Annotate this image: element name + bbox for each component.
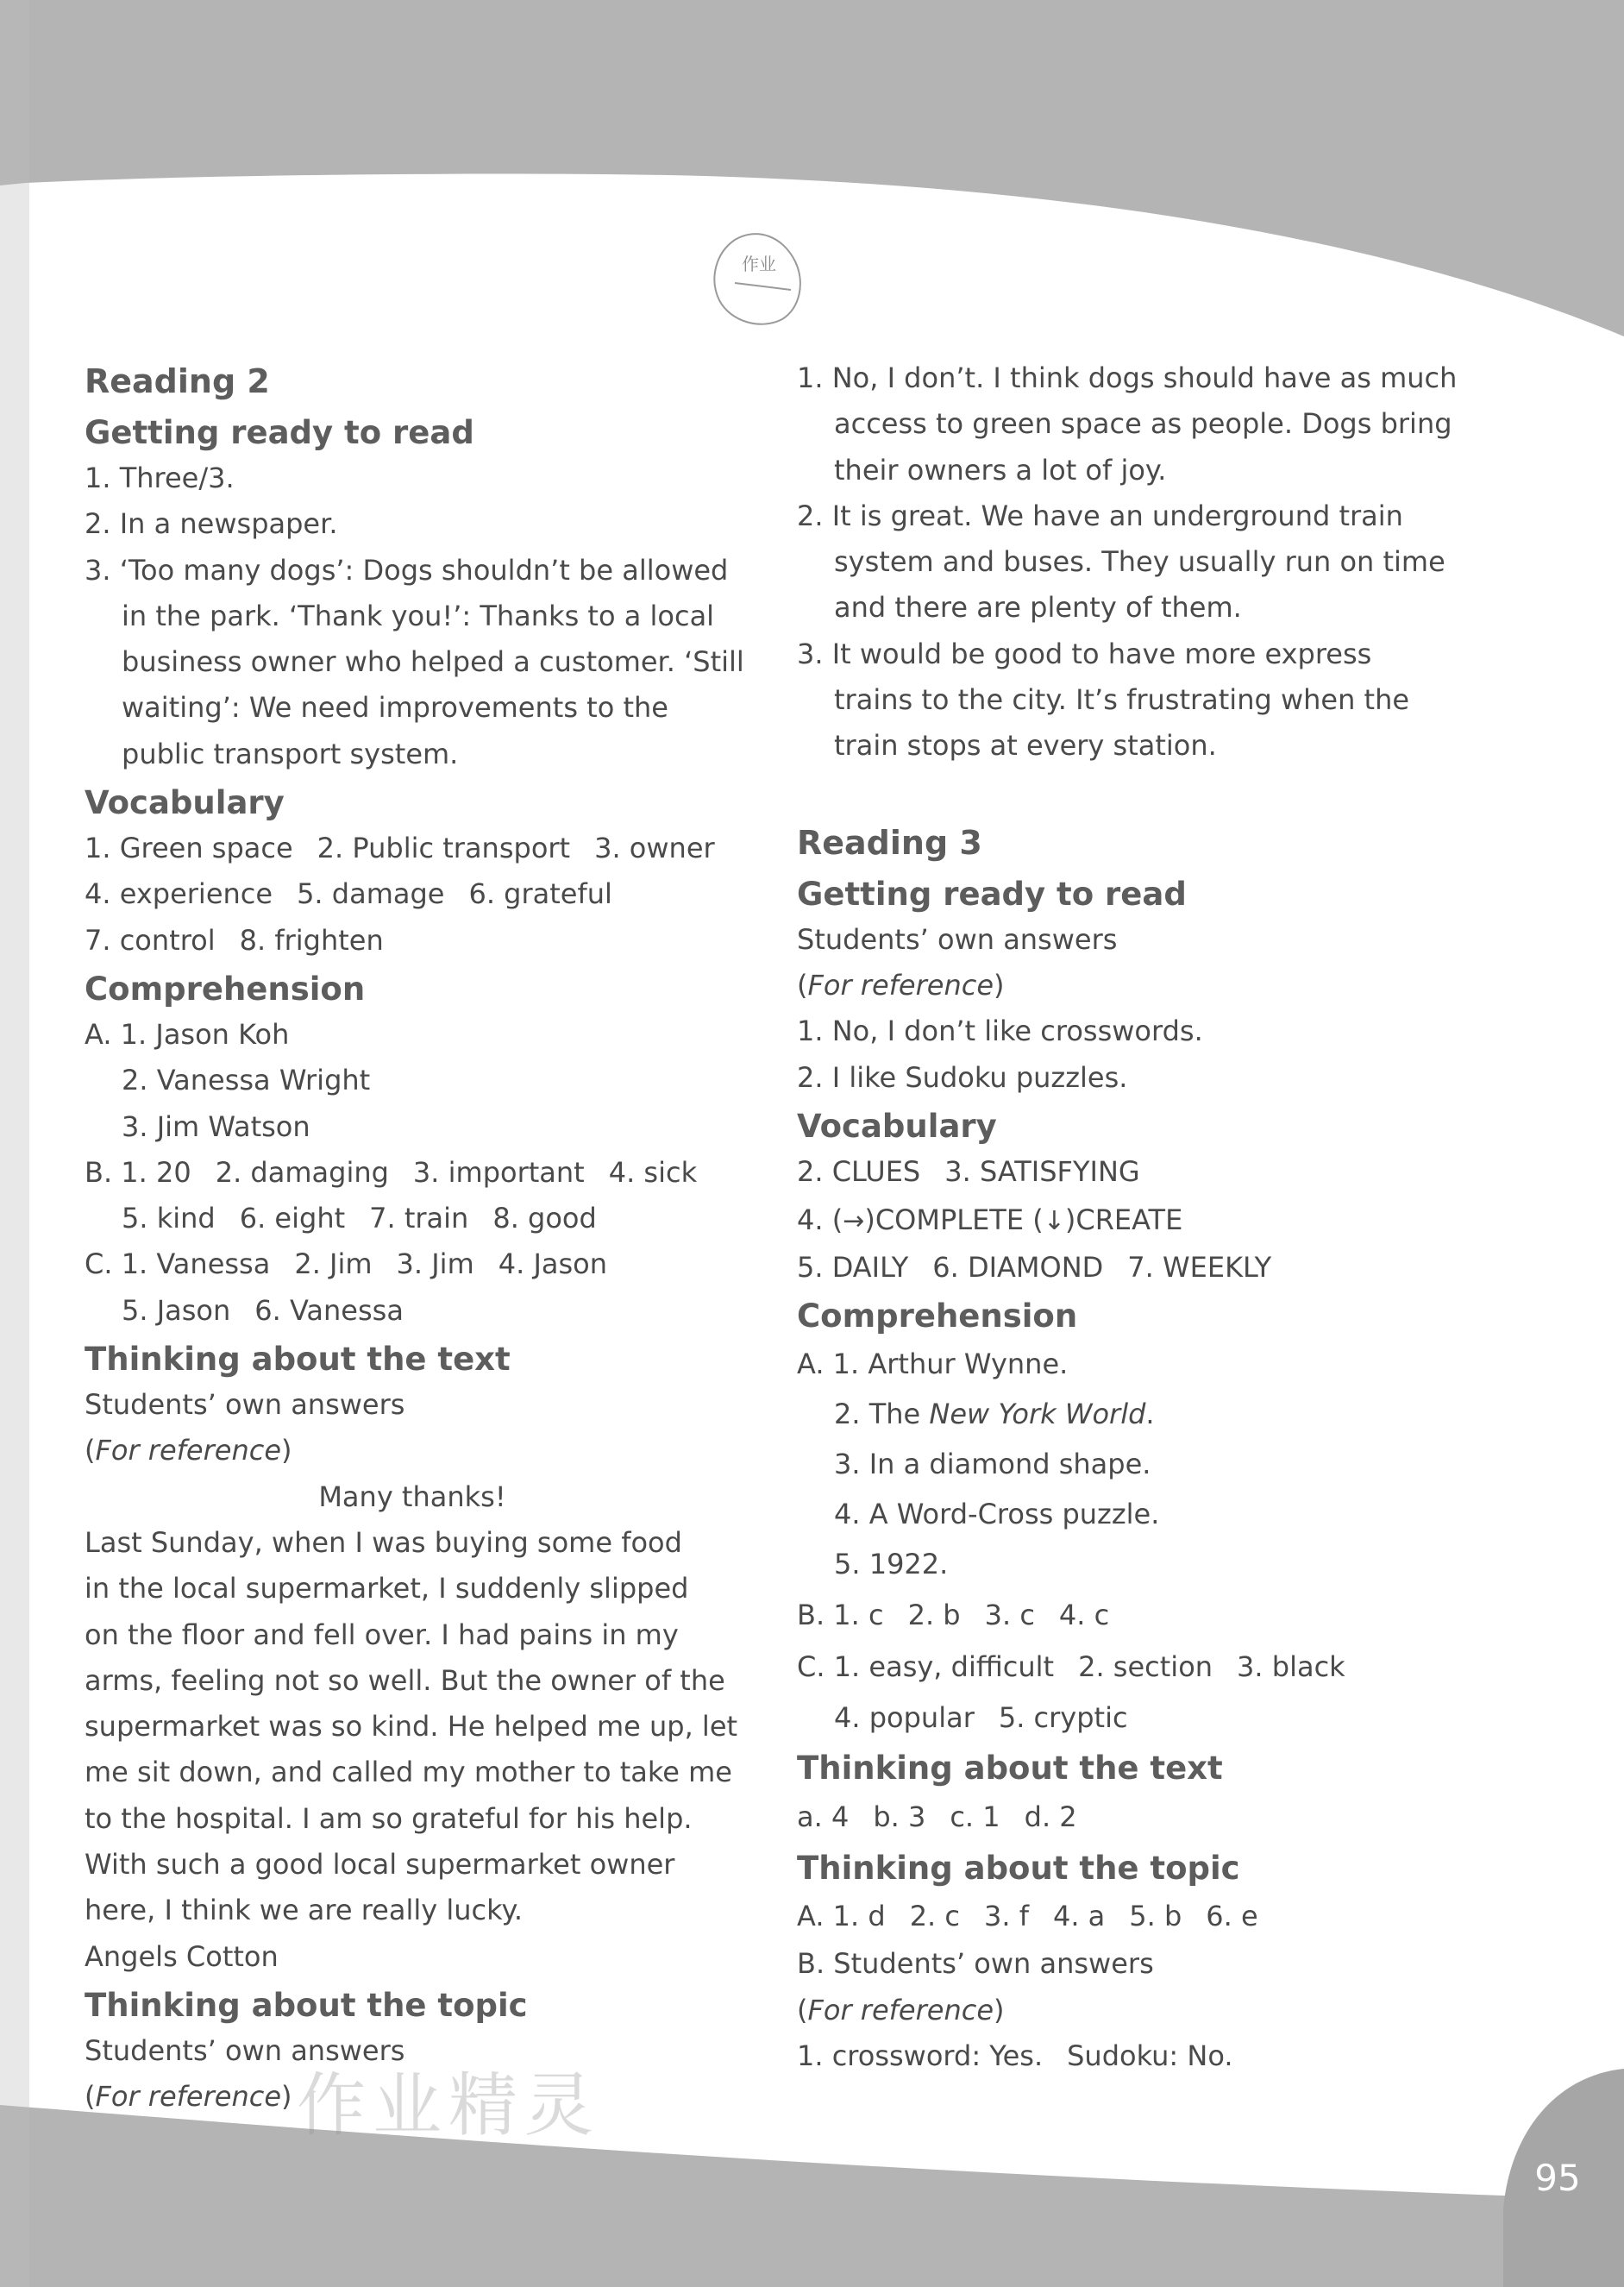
getting-ready-heading: Getting ready to read (85, 414, 474, 451)
vocabulary-heading: Vocabulary (85, 784, 285, 822)
answer-item: 7. control (85, 923, 216, 957)
for-reference-line: (For reference) (797, 968, 1005, 1002)
letter-line: here, I think we are really lucky. (85, 1894, 524, 1927)
for-reference-label: For reference (807, 1993, 994, 2026)
answer-item: 4. c (1058, 1599, 1110, 1632)
answer-item: 8. good (492, 1202, 597, 1235)
letter-line: arms, feeling not so well. But the owner of the (85, 1663, 725, 1697)
answer-item: 4. popular (834, 1701, 975, 1735)
answer-item: )CREATE (1064, 1203, 1183, 1237)
answer-item: 2. damaging (215, 1155, 389, 1189)
answer-line: 1. Three/3. (85, 462, 235, 494)
for-reference-label: For reference (807, 968, 994, 1002)
answer-item: 4. ( (797, 1203, 843, 1237)
own-answers-line: Students’ own answers (797, 922, 1118, 956)
answer-item: A. 1. d (797, 1900, 886, 1933)
watermark-logo (709, 223, 812, 335)
for-reference-label: For reference (95, 2080, 281, 2114)
answer-item: 3. f (983, 1900, 1029, 1933)
answer-item: B. 1. c (797, 1599, 884, 1632)
answer-line (85, 1288, 766, 1334)
answer-item: 2. b (907, 1599, 961, 1632)
answer-item: 6. Vanessa (254, 1293, 404, 1327)
watermark-text: 作业精灵 (297, 2065, 600, 2146)
answer-line (797, 1891, 1504, 1941)
letter-line: on the floor and fell over. I had pains in my (85, 1618, 679, 1651)
answer-line (85, 826, 766, 871)
answer-item: 3. owner (594, 832, 715, 865)
answer-item: 4. a (1052, 1900, 1106, 1933)
answer-item: 5. Jason (122, 1293, 231, 1327)
answer-line: public transport system. (122, 737, 459, 770)
answer-item: a. 4 (797, 1800, 850, 1834)
answer-line (797, 2033, 1504, 2079)
answer-item: 5. DAILY (797, 1251, 909, 1285)
answer-line (797, 1791, 1504, 1843)
answer-line: 3. ‘Too many dogs’: Dogs shouldn’t be allowed (85, 553, 729, 587)
answer-line (797, 1589, 1504, 1641)
answer-line: business owner who helped a customer. ‘Still (122, 645, 744, 679)
answer-line (797, 1641, 1504, 1693)
answer-item: 8. frighten (239, 923, 384, 957)
answer-line (85, 918, 766, 964)
answer-item: 6. e (1206, 1900, 1258, 1933)
answer-line: system and buses. They usually run on time (834, 545, 1445, 579)
answer-item: B. 1. 20 (85, 1155, 191, 1189)
vocabulary-heading: Vocabulary (797, 1107, 997, 1145)
comprehension-heading: Comprehension (85, 970, 366, 1008)
letter-line: me sit down, and called my mother to take me (85, 1756, 732, 1789)
answer-line: A. 1. Arthur Wynne. (797, 1348, 1069, 1381)
answer-line: 2. I like Sudoku puzzles. (797, 1060, 1128, 1094)
answer-line: access to green space as people. Dogs bring (834, 407, 1452, 441)
answer-line (797, 1389, 1504, 1439)
answer-item: 6. grateful (468, 877, 612, 911)
letter-line: Last Sunday, when I was buying some food (85, 1525, 682, 1559)
thinking-text-heading: Thinking about the text (85, 1341, 511, 1379)
answer-line: 2. In a newspaper. (85, 507, 338, 541)
answer-item: 4. sick (608, 1155, 698, 1189)
answer-item: 3. black (1237, 1650, 1345, 1684)
for-reference-line: (For reference) (85, 2080, 292, 2114)
answer-line (797, 1195, 1504, 1245)
answer-line (85, 1196, 766, 1241)
reading3-title: Reading 3 (797, 823, 982, 862)
answer-item: 5. b (1129, 1900, 1182, 1933)
answer-line (85, 871, 766, 917)
letter-line: With such a good local supermarket owner (85, 1848, 675, 1882)
answer-item: b. 3 (873, 1800, 926, 1834)
answer-item: 5. kind (122, 1202, 216, 1235)
getting-ready-heading: Getting ready to read (797, 875, 1187, 913)
answer-item: 2. The (834, 1398, 930, 1431)
answer-item: 4. Jason (498, 1247, 608, 1281)
own-answers-line: Students’ own answers (85, 1388, 405, 1422)
answer-item: c. 1 (950, 1800, 1000, 1834)
answer-item: 2. Jim (294, 1247, 373, 1281)
answer-item: Sudoku: No. (1067, 2039, 1233, 2073)
own-answers-line: Students’ own answers (85, 2033, 405, 2067)
left-column (85, 355, 766, 2121)
answer-item: 5. damage (297, 877, 445, 911)
answer-item: C. 1. Vanessa (85, 1247, 271, 1281)
own-answers-line: B. Students’ own answers (797, 1947, 1154, 1981)
answer-item: 3. Jim (396, 1247, 474, 1281)
reading2-title: Reading 2 (85, 362, 270, 400)
answer-line: 2. It is great. We have an underground train (797, 499, 1403, 532)
letter-title: Many thanks! (318, 1480, 506, 1513)
answer-item: 3. important (412, 1155, 585, 1189)
answer-item: 1. Green space (85, 832, 293, 865)
answer-line: 1. No, I don’t like crosswords. (797, 1015, 1203, 1048)
answer-line: 3. It would be good to have more express (797, 637, 1372, 670)
page-number: 95 (1534, 2157, 1581, 2199)
watermark-logo-text: 作业 (742, 254, 776, 274)
answer-item: 6. DIAMOND (932, 1251, 1104, 1285)
for-reference-line: (For reference) (85, 1434, 292, 1467)
answer-item-italic: New York World (929, 1398, 1146, 1431)
answer-item: )COMPLETE ( (864, 1203, 1044, 1237)
answer-line (797, 1149, 1504, 1195)
answer-line: 2. Vanessa Wright (122, 1064, 371, 1097)
answer-item: 2. CLUES (797, 1154, 921, 1188)
thinking-topic-heading: Thinking about the topic (797, 1850, 1240, 1888)
answer-line (797, 1245, 1504, 1291)
answer-line: trains to the city. It’s frustrating when the (834, 683, 1410, 717)
answer-item: 6. eight (239, 1202, 346, 1235)
answer-line: 3. In a diamond shape. (834, 1448, 1151, 1481)
thinking-text-heading: Thinking about the text (797, 1750, 1223, 1788)
thinking-topic-heading: Thinking about the topic (85, 1986, 528, 2024)
answer-line: 1. No, I don’t. I think dogs should have as much (797, 361, 1458, 394)
answer-item: d. 2 (1024, 1800, 1077, 1834)
answer-line: train stops at every station. (834, 729, 1217, 763)
answer-line: in the park. ‘Thank you!’: Thanks to a local (122, 599, 715, 632)
answer-item: . (1145, 1398, 1155, 1431)
answer-line: waiting’: We need improvements to the (122, 691, 668, 725)
answer-item: 3. c (984, 1599, 1035, 1632)
answer-item: 7. train (369, 1202, 469, 1235)
letter-signature: Angels Cotton (85, 1939, 279, 1973)
answer-item: 2. section (1078, 1650, 1213, 1684)
arrow-down-icon: ↓ (1043, 1206, 1065, 1237)
answer-line: 3. Jim Watson (122, 1109, 310, 1143)
answer-line (797, 1693, 1504, 1743)
answer-item: 2. Public transport (317, 832, 571, 865)
for-reference-line: (For reference) (797, 1993, 1005, 2026)
answer-line: their owners a lot of joy. (834, 453, 1167, 487)
answer-item: 1. crossword: Yes. (797, 2039, 1044, 2073)
letter-line: supermarket was so kind. He helped me up, let (85, 1710, 738, 1744)
comprehension-heading: Comprehension (797, 1297, 1078, 1335)
answer-item: 4. experience (85, 877, 273, 911)
for-reference-label: For reference (95, 1434, 281, 1467)
answer-line: and there are plenty of them. (834, 591, 1242, 625)
arrow-right-icon: → (843, 1206, 865, 1237)
answer-item: C. 1. easy, difficult (797, 1650, 1055, 1684)
answer-line (85, 1150, 766, 1196)
answer-line (85, 1241, 766, 1287)
right-column (797, 355, 1504, 2079)
answer-item: 3. SATISFYING (944, 1154, 1140, 1188)
answer-line: 4. A Word-Cross puzzle. (834, 1498, 1160, 1531)
letter-line: to the hospital. I am so grateful for his help. (85, 1801, 693, 1835)
letter-line: in the local supermarket, I suddenly slipped (85, 1572, 689, 1605)
answer-line: 5. 1922. (834, 1548, 949, 1581)
answer-item: 7. WEEKLY (1127, 1251, 1272, 1285)
answer-line: A. 1. Jason Koh (85, 1017, 290, 1051)
answer-item: 5. cryptic (998, 1701, 1128, 1735)
answer-item: 2. c (909, 1900, 960, 1933)
